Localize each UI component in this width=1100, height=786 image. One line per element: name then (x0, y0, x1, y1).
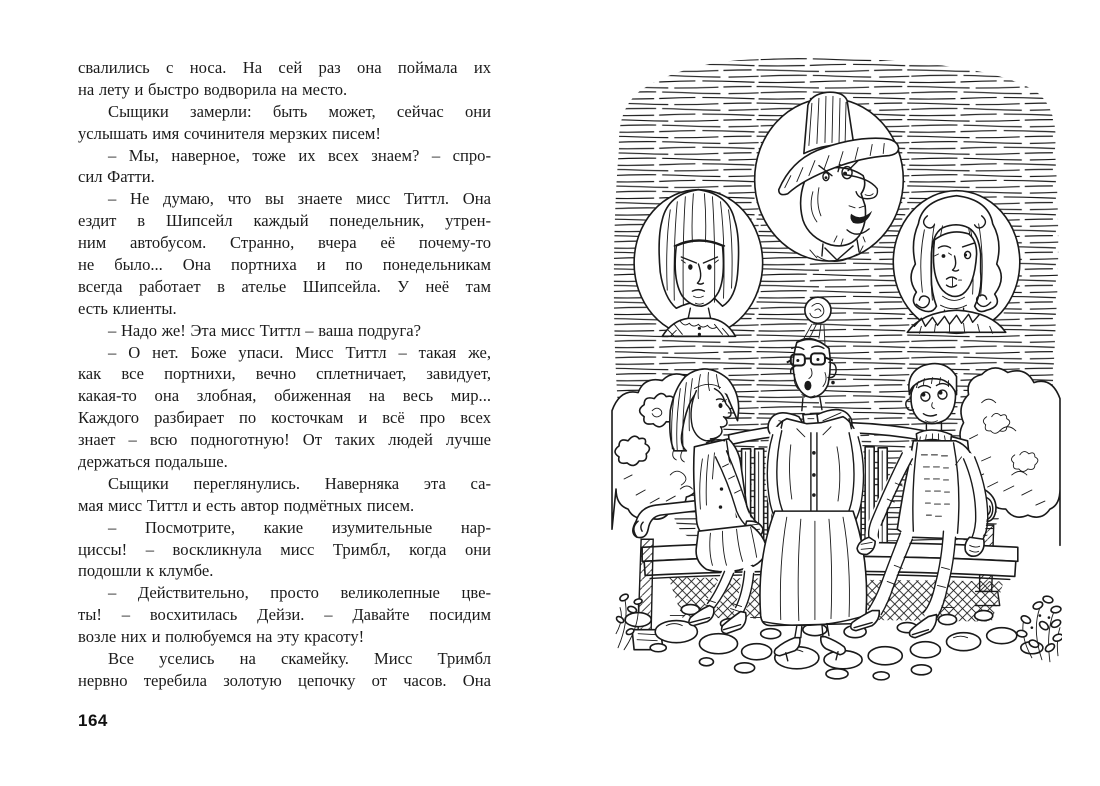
portrait-curly-woman (893, 191, 1020, 334)
text-line: Каждого разбирает по косточкам и всё про всех (78, 408, 491, 428)
text-line: – О нет. Боже упаси. Мисс Титтл – такая же, (108, 342, 491, 362)
text-line: какая-то она злобная, обиженная на весь мир... (78, 386, 491, 406)
text-line: циссы! – воскликнула мисс Тримбл, когда они (78, 539, 491, 559)
text-line: есть клиенты. (78, 298, 177, 318)
text-line: – Надо же! Эта мисс Титтл – ваша подруга? (108, 320, 422, 340)
text-line: держаться подальше. (78, 452, 228, 472)
text-column (78, 57, 491, 692)
text-line: как все портнихи, вечно сплетничает, завидует, (78, 364, 491, 384)
text-line: ним автобусом. Странно, вчера её почему-то (78, 233, 491, 253)
portrait-bob-woman (634, 190, 763, 337)
illustration (610, 56, 1062, 686)
text-line: Сыщики замерли: быть может, сейчас они (108, 101, 491, 121)
text-line: ездит в Шипсейл каждый понедельник, утрен- (78, 211, 491, 231)
text-line: Все уселись на скамейку. Мисс Тримбл (108, 649, 491, 669)
text-line: на лету и быстро водворила на место. (78, 79, 348, 99)
text-line: Сыщики переглянулись. Наверняка эта са- (108, 473, 491, 493)
text-line: – Действительно, просто великолепные цве- (108, 583, 491, 603)
page-number: 164 (78, 711, 108, 730)
text-line: всегда работает в ателье Шипсейла. У неё там (78, 276, 491, 296)
text-line: не было... Она портниха и по понедельникам (78, 255, 491, 275)
text-line: – Посмотрите, какие изумительные нар- (108, 517, 491, 537)
text-line: ты! – восхитилась Дейзи. – Давайте посидим (78, 605, 491, 625)
text-line: свалились с носа. На сей раз она поймала их (78, 58, 491, 77)
text-line: – Мы, наверное, тоже их всех знаем? – спро- (108, 145, 491, 165)
text-line: – Не думаю, что вы знаете мисс Титтл. Она (108, 189, 491, 209)
text-line: нервно теребила золотую цепочку от часов. Она (78, 670, 491, 690)
text-line: возле них и полюбуемся на эту красоту! (78, 627, 365, 647)
illustration-svg (610, 56, 1062, 686)
text-line: мая мисс Титтл и есть автор подмётных писем. (78, 495, 415, 515)
text-line: услышать имя сочинителя мерзких писем! (78, 123, 381, 143)
text-line: знает – всю подноготную! От таких людей лучше (78, 430, 491, 450)
text-line: подошли к клумбе. (78, 561, 214, 581)
text-line: сил Фатти. (78, 167, 155, 187)
